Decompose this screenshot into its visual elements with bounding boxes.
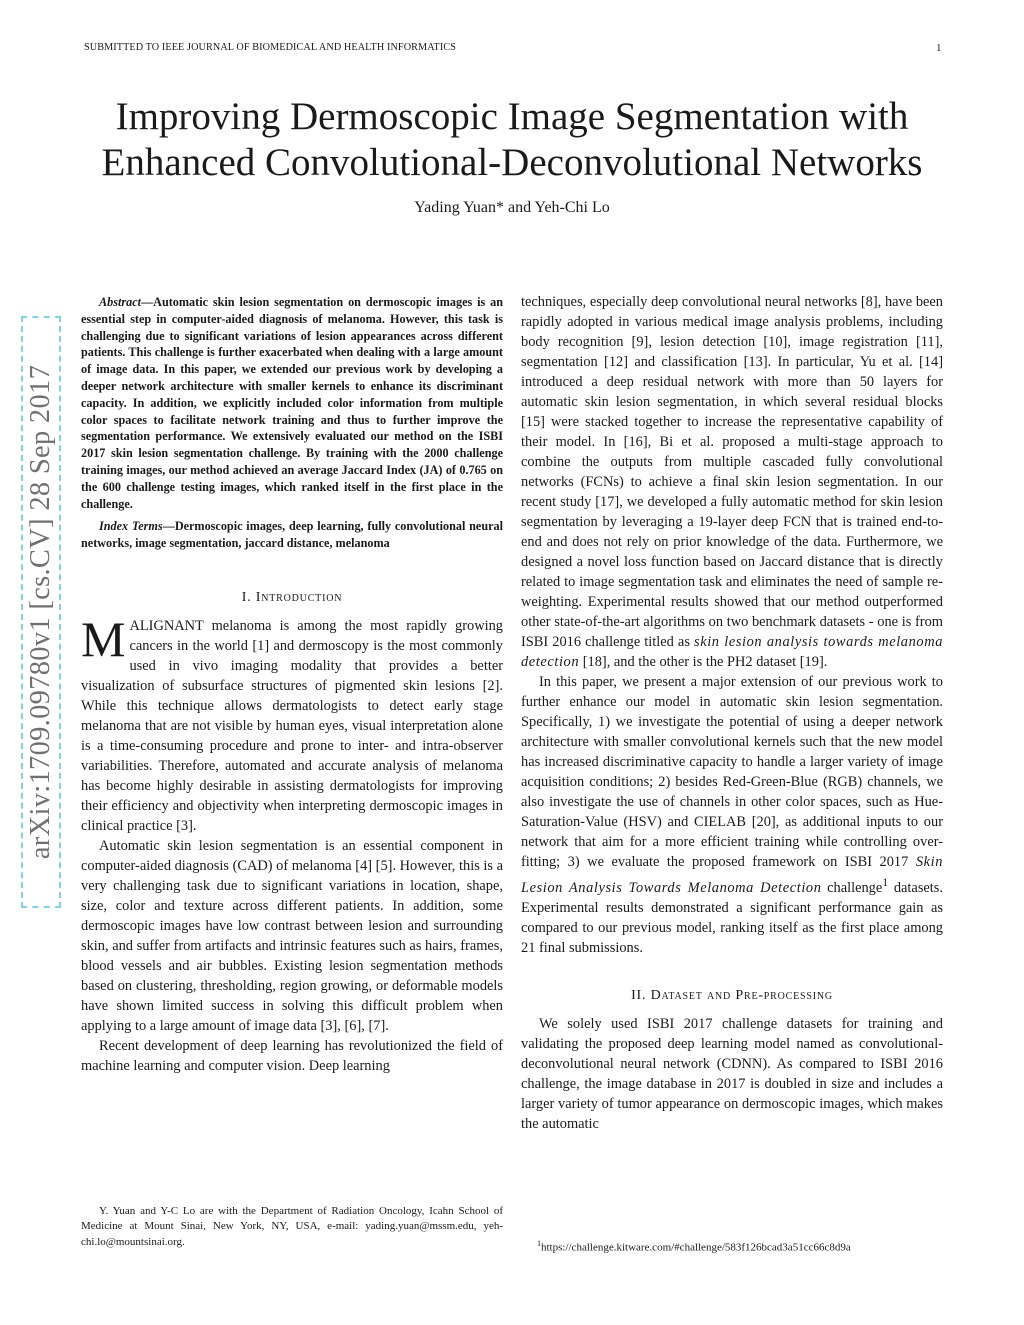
right-paragraph-1-text: techniques, especially deep convolutional neural networks [8], have been rapidly adopted in various medical image analysis problems, including body recognition [9], lesion detection [10], image registration [11], segmentation [12] and classification [13]. In particular, Yu et al. [14] introduced a deep residual network with more than 50 layers for automatic skin lesion segmentation, in which several residual blocks [15] were stacked together to increase the representative capability of their model. In [16], Bi et al. proposed a multi-stage approach to combine the outputs from multiple cascaded fully convolutional networks (FCNs) to achieve a final skin lesion segmentation. In our recent study [17], we developed a fully automatic method for skin lesion segmentation by leveraging a 19-layer deep FCN that is trained end-to-end and does not rely on prior knowledge of the data. Furthermore, we designed a novel loss function based on Jaccard distance that is directly related to image segmentation task and eliminates the need of sample re-weighting. Experimental results showed that our method outperformed other state-of-the-art algorithms on two benchmark datasets - one is from ISBI 2016 challenge titled as [521, 294, 943, 650]
right-paragraph-1 [521, 292, 943, 672]
section-heading-dataset: II. Dataset and Pre-processing [631, 987, 833, 1003]
title-line-2: Enhanced Convolutional-Deconvolutional Networks [101, 141, 923, 184]
footnote-mark: 1 [537, 1239, 541, 1248]
footnote-ref-1[interactable]: 1 [882, 875, 889, 889]
author-list: Yading Yuan* and Yeh-Chi Lo [414, 199, 610, 216]
title-line-1: Improving Dermoscopic Image Segmentation with [115, 95, 909, 138]
url-footnote [537, 1236, 957, 1256]
dataset-paragraph-1: We solely used ISBI 2017 challenge datasets for training and validating the proposed deep learning model named as convolutional-deconvolutional neural network (CDNN). As compared to ISBI 2016 challenge, the image database in 2017 is doubled in size and includes a larger variety of tumor appearance on dermoscopic images, which makes the automatic [521, 1015, 943, 1132]
page-number: 1 [936, 42, 942, 54]
right-paragraph-1-italic: skin lesion analysis towards melanoma detection [521, 634, 943, 670]
running-head: SUBMITTED TO IEEE JOURNAL OF BIOMEDICAL AND HEALTH INFORMATICS [84, 42, 457, 53]
author-affiliation-footnote: Y. Yuan and Y-C Lo are with the Department of Radiation Oncology, Icahn School of Medicine at Mount Sinai, New York, NY, USA, e-mail: yading.yuan@mssm.edu, yeh-chi.lo@mountsinai.org. [81, 1205, 503, 1248]
index-terms-text: —Dermoscopic images, deep learning, fully convolutional neural networks, image segmentation, jaccard distance, melanoma [81, 519, 503, 551]
right-paragraph-2-start: In this paper, we present a major extension of our previous work to further enhance our model in automatic skin lesion segmentation. Specifically, 1) we investigate the potential of using a deeper network architecture with smaller convolutional kernels such that the new model has increased discriminative capacity to handle a larger variety of image acquisition conditions; 2) besides Red-Green-Blue (RGB) channels, we also investigate the use of channels in other color spaces, such as Hue-Saturation-Value (HSV) and CIELAB [20], as additional inputs to our network that aim for a more efficient training while controlling over-fitting; 3) we evaluate the proposed framework on ISBI 2017 [521, 674, 943, 870]
paper-title [0, 94, 1024, 186]
abstract-lead: Abstract [99, 295, 141, 309]
abstract-text: —Automatic skin lesion segmentation on dermoscopic images is an essential step in computer-aided diagnosis of melanoma. However, this task is challenging due to significant variations of lesion appearances across different patients. This challenge is further exacerbated when dealing with a large amount of image data. In this paper, we extended our previous work by developing a deeper network architecture with smaller kernels to enhance its discriminant capacity. In addition, we explicitly included color information from multiple color spaces to facilitate network training and thus to further improve the segmentation performance. We extensively evaluated our method on the ISBI 2017 skin lesion segmentation challenge. By training with the 2000 challenge training images, our method achieved an average Jaccard Index (JA) of 0.765 on the 600 challenge testing images, which ranked itself in the first place in the challenge. [81, 295, 503, 511]
right-paragraph-2-end2: datasets. Experimental results demonstrated a significant performance gain as compared to our previous model, ranking itself as the first place among 21 final submissions. [521, 879, 944, 956]
right-paragraph-2-end: challenge [821, 879, 883, 896]
drop-cap: M [81, 610, 126, 667]
abstract [81, 294, 503, 512]
index-terms-lead: Index Terms [99, 519, 163, 534]
section-heading-introduction: I. Introduction [241, 589, 343, 605]
right-paragraph-2-italic: Skin Lesion Analysis Towards Melanoma Detection [521, 854, 943, 896]
arxiv-stamp[interactable]: arXiv:1709.09780v1 [cs.CV] 28 Sep 2017 [21, 316, 61, 908]
footnote-url[interactable]: https://challenge.kitware.com/#challenge/583f126bcad3a51cc66c8d9a [541, 1241, 851, 1254]
intro-paragraph-1 [81, 610, 503, 836]
intro-paragraph-1-text: ALIGNANT melanoma is among the most rapidly growing cancers in the world [1] and dermoscopy is the most commonly used in vivo imaging modality that provides a better visualization of subsurface structures of pigmented skin lesions [2]. While this technique allows dermatologists to detect early stage melanoma that are not visible by human eyes, visual interpretation alone is a time-consuming procedure and prone to inter- and intra-observer variabilities. Therefore, automated and accurate analysis of melanoma has become highly desirable in assisting dermatologists for improving their efficiency and objectivity when interpreting dermoscopic images in clinical practice [3]. [81, 617, 503, 834]
intro-paragraph-3: Recent development of deep learning has revolutionized the field of machine learning and computer vision. Deep learning [81, 1037, 503, 1074]
index-terms [81, 518, 503, 552]
right-paragraph-2 [521, 672, 943, 958]
left-column [81, 294, 503, 1076]
right-column [521, 292, 943, 1134]
intro-paragraph-2: Automatic skin lesion segmentation is an essential component in computer-aided diagnosis (CAD) of melanoma [4] [5]. However, this is a very challenging task due to significant variations in location, shape, size, color and texture across different patients. In addition, some dermoscopic images have low contrast between lesion and surrounding skin, and suffer from artifacts and intrinsic features such as hairs, frames, blood vessels and air bubbles. Existing lesion segmentation methods based on clustering, thresholding, region growing, or deformable models have shown limited success in solving this difficult problem when applying to a large amount of image data [3], [6], [7]. [81, 837, 503, 1034]
right-paragraph-1-end: [18], and the other is the PH2 dataset [19]. [579, 654, 828, 670]
